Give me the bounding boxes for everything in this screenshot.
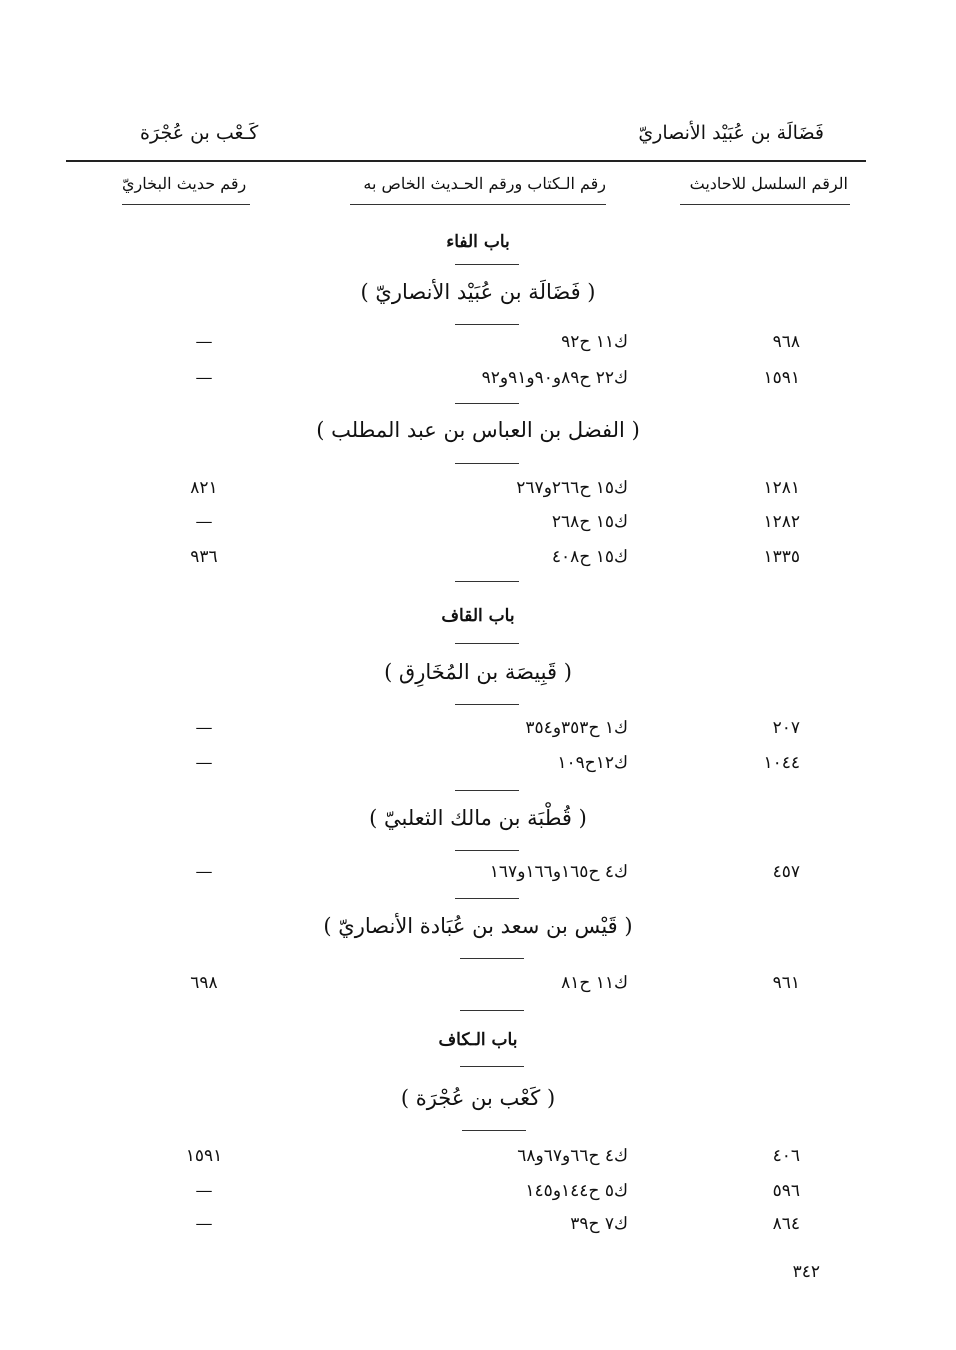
narrator-name: ( فَضَالَة بن عُبَيْد الأنصاريّ ): [360, 280, 596, 304]
serial-number: ٤٥٧: [772, 862, 800, 882]
serial-number: ١٣٣٥: [763, 547, 800, 567]
bukhari-number: ٨٢١: [190, 478, 218, 498]
table-row: [0, 1214, 956, 1240]
narrator-name: ( قَيْس بن سعد بن عُبَادة الأنصاريّ ): [323, 914, 633, 938]
separator: [455, 264, 519, 265]
bukhari-number: —: [195, 753, 213, 773]
separator: [462, 1130, 526, 1131]
book-hadith-ref: ك١١ ح٩٢: [561, 332, 628, 352]
separator: [455, 898, 519, 899]
narrator-name: ( قُطْبَة بن مالك الثعلبيّ ): [369, 806, 587, 830]
table-row: [0, 718, 956, 744]
column-header-book: رقم الـكتاب ورقم الحـديث الخاص به: [363, 174, 606, 193]
separator: [455, 790, 519, 791]
table-row: [0, 862, 956, 888]
book-hadith-ref: ك١١ ح٨١: [561, 973, 628, 993]
serial-number: ١٥٩١: [763, 368, 800, 388]
bukhari-number: ٦٩٨: [190, 973, 218, 993]
serial-number: ١٢٨٢: [763, 512, 800, 532]
column-header-bukhari-underline: [122, 204, 250, 205]
book-hadith-ref: ك٤ ح٦٦و٦٧و٦٨: [517, 1146, 628, 1166]
column-header-bukhari: رقم حديث البخاريّ: [122, 174, 247, 193]
bab-heading: باب الـكاف: [438, 1030, 518, 1050]
bukhari-number: —: [195, 1214, 213, 1234]
serial-number: ١٠٤٤: [763, 753, 800, 773]
separator: [455, 324, 519, 325]
separator: [455, 463, 519, 464]
table-row: [0, 753, 956, 779]
header-rule: [66, 160, 866, 162]
bab-heading: باب الفاء: [446, 232, 510, 252]
separator: [455, 403, 519, 404]
serial-number: ٩٦٨: [772, 332, 800, 352]
table-row: [0, 1181, 956, 1207]
bukhari-number: —: [195, 1181, 213, 1201]
serial-number: ٤٠٦: [772, 1146, 800, 1166]
book-hadith-ref: ك٧ ح٣٩: [570, 1214, 628, 1234]
bukhari-number: —: [195, 718, 213, 738]
column-header-serial-underline: [680, 204, 850, 205]
page-number: ٣٤٢: [792, 1262, 820, 1282]
bukhari-number: ٩٣٦: [190, 547, 218, 567]
table-row: [0, 478, 956, 504]
running-head-left: كَـعْب بن عُجْرَة: [140, 122, 259, 144]
table-row: [0, 512, 956, 538]
book-hadith-ref: ك١٥ ح٢٦٦و٢٦٧: [516, 478, 628, 498]
separator: [455, 581, 519, 582]
bukhari-number: —: [195, 332, 213, 352]
narrator-name: ( الفضل بن العباس بن عبد المطلب ): [316, 418, 640, 442]
running-head-right: فَضَالَة بن عُبَيْد الأنصاريّ: [638, 122, 824, 144]
book-hadith-ref: ك٥ ح١٤٤و١٤٥: [525, 1181, 628, 1201]
separator: [460, 1010, 524, 1011]
bukhari-number: ١٥٩١: [185, 1146, 223, 1166]
narrator-name: ( قَبِيصَة بن المُخَارِق ): [384, 660, 572, 684]
book-hadith-ref: ك١ ح٣٥٣و٣٥٤: [525, 718, 628, 738]
serial-number: ٩٦١: [772, 973, 800, 993]
separator: [455, 704, 519, 705]
serial-number: ٨٦٤: [772, 1214, 800, 1234]
serial-number: ١٢٨١: [763, 478, 800, 498]
book-hadith-ref: ك٢٢ ح٨٩و٩٠و٩١و٩٢: [481, 368, 628, 388]
bab-heading: باب القاف: [441, 606, 515, 626]
table-row: [0, 973, 956, 999]
table-row: [0, 547, 956, 573]
serial-number: ٢٠٧: [772, 718, 800, 738]
table-row: [0, 332, 956, 358]
table-row: [0, 368, 956, 394]
separator: [455, 643, 519, 644]
column-header-book-underline: [350, 204, 606, 205]
book-hadith-ref: ك١٥ ح٢٦٨: [551, 512, 628, 532]
bukhari-number: —: [195, 512, 213, 532]
book-hadith-ref: ك١٢ح١٠٩: [557, 753, 628, 773]
table-row: [0, 1146, 956, 1172]
serial-number: ٥٩٦: [772, 1181, 800, 1201]
column-header-serial: الرقم السلسل للاحاديث: [689, 174, 848, 193]
book-hadith-ref: ك٤ ح١٦٥و١٦٦و١٦٧: [489, 862, 628, 882]
bukhari-number: —: [195, 862, 213, 882]
narrator-name: ( كَعْب بن عُجْرَة ): [400, 1086, 556, 1110]
separator: [460, 958, 524, 959]
separator: [460, 1066, 524, 1067]
separator: [455, 850, 519, 851]
book-hadith-ref: ك١٥ ح٤٠٨: [551, 547, 628, 567]
bukhari-number: —: [195, 368, 213, 388]
